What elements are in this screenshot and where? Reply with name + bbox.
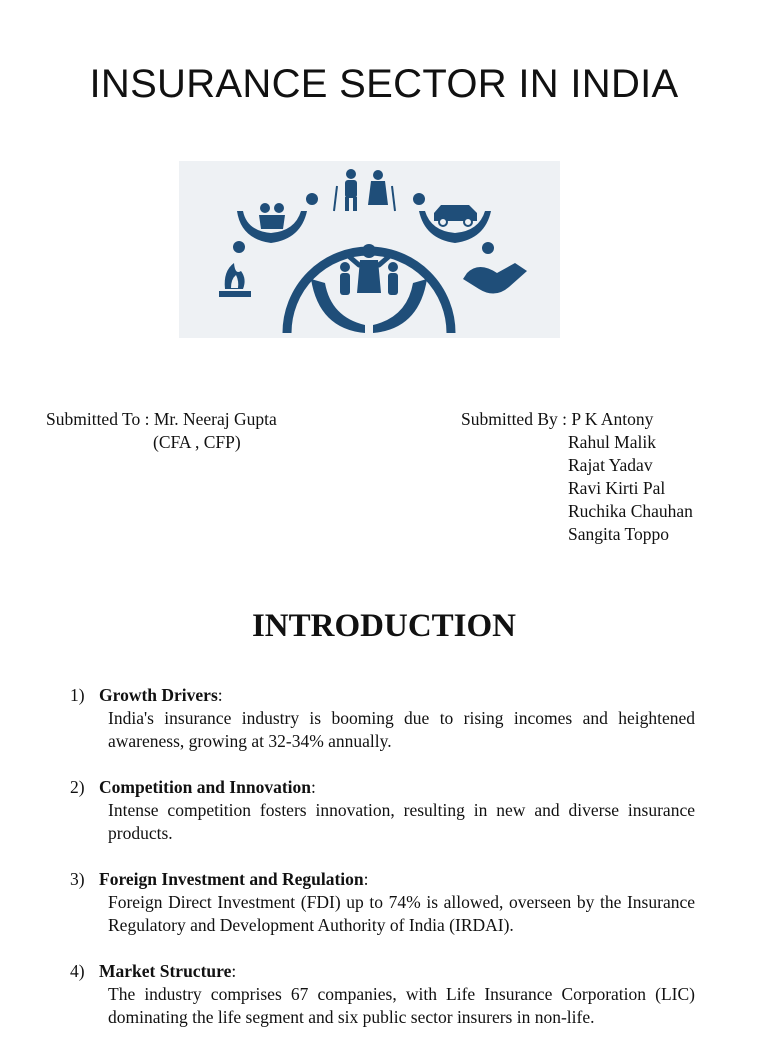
intro-point — [70, 776, 695, 845]
point-body: India's insurance industry is booming due to rising incomes and heightened awareness, growing at 32-34% annually. — [108, 708, 695, 751]
point-number: 4) — [70, 961, 85, 981]
point-title: Foreign Investment and Regulation — [99, 869, 364, 889]
student-name: Sangita Toppo — [568, 524, 670, 544]
student-name: Rahul Malik — [568, 432, 656, 452]
intro-point — [70, 868, 695, 937]
point-body: Foreign Direct Investment (FDI) up to 74% is allowed, overseen by the Insurance Regulatory and Development Authority of India (IRDAI). — [108, 892, 695, 935]
point-colon: : — [217, 685, 223, 705]
student-name: Ravi Kirti Pal — [568, 478, 666, 498]
point-number: 2) — [70, 777, 85, 797]
point-title: Growth Drivers — [99, 685, 218, 705]
intro-point — [70, 684, 695, 753]
point-body: The industry comprises 67 companies, with Life Insurance Corporation (LIC) dominating the life segment and six public sector insurers in non-life. — [108, 984, 695, 1027]
point-title: Competition and Innovation — [99, 777, 311, 797]
point-colon: : — [231, 961, 237, 981]
point-number: 3) — [70, 869, 85, 889]
point-number: 1) — [70, 685, 85, 705]
insurance-logo-image — [179, 161, 560, 338]
submitted-by-names — [461, 431, 693, 546]
student-name: Rajat Yadav — [568, 455, 653, 475]
point-colon: : — [363, 869, 369, 889]
submitted-to-label: Submitted To : Mr. Neeraj Gupta — [46, 409, 277, 429]
introduction-heading: INTRODUCTION — [251, 608, 517, 644]
introduction-points — [70, 684, 695, 1052]
submitted-to-credentials: (CFA , CFP) — [153, 432, 241, 452]
point-colon: : — [311, 777, 316, 797]
submitted-by-label: Submitted By : P K Antony — [461, 409, 654, 429]
point-title: Market Structure — [99, 961, 232, 981]
submitted-to-block — [46, 408, 277, 454]
page-title: INSURANCE SECTOR IN INDIA — [89, 62, 679, 106]
submitted-by-block — [461, 408, 693, 546]
student-name: Ruchika Chauhan — [568, 501, 693, 521]
intro-point — [70, 960, 695, 1029]
insurance-hands-family-logo-icon — [179, 161, 560, 338]
point-body: Intense competition fosters innovation, resulting in new and diverse insurance products. — [108, 800, 695, 843]
